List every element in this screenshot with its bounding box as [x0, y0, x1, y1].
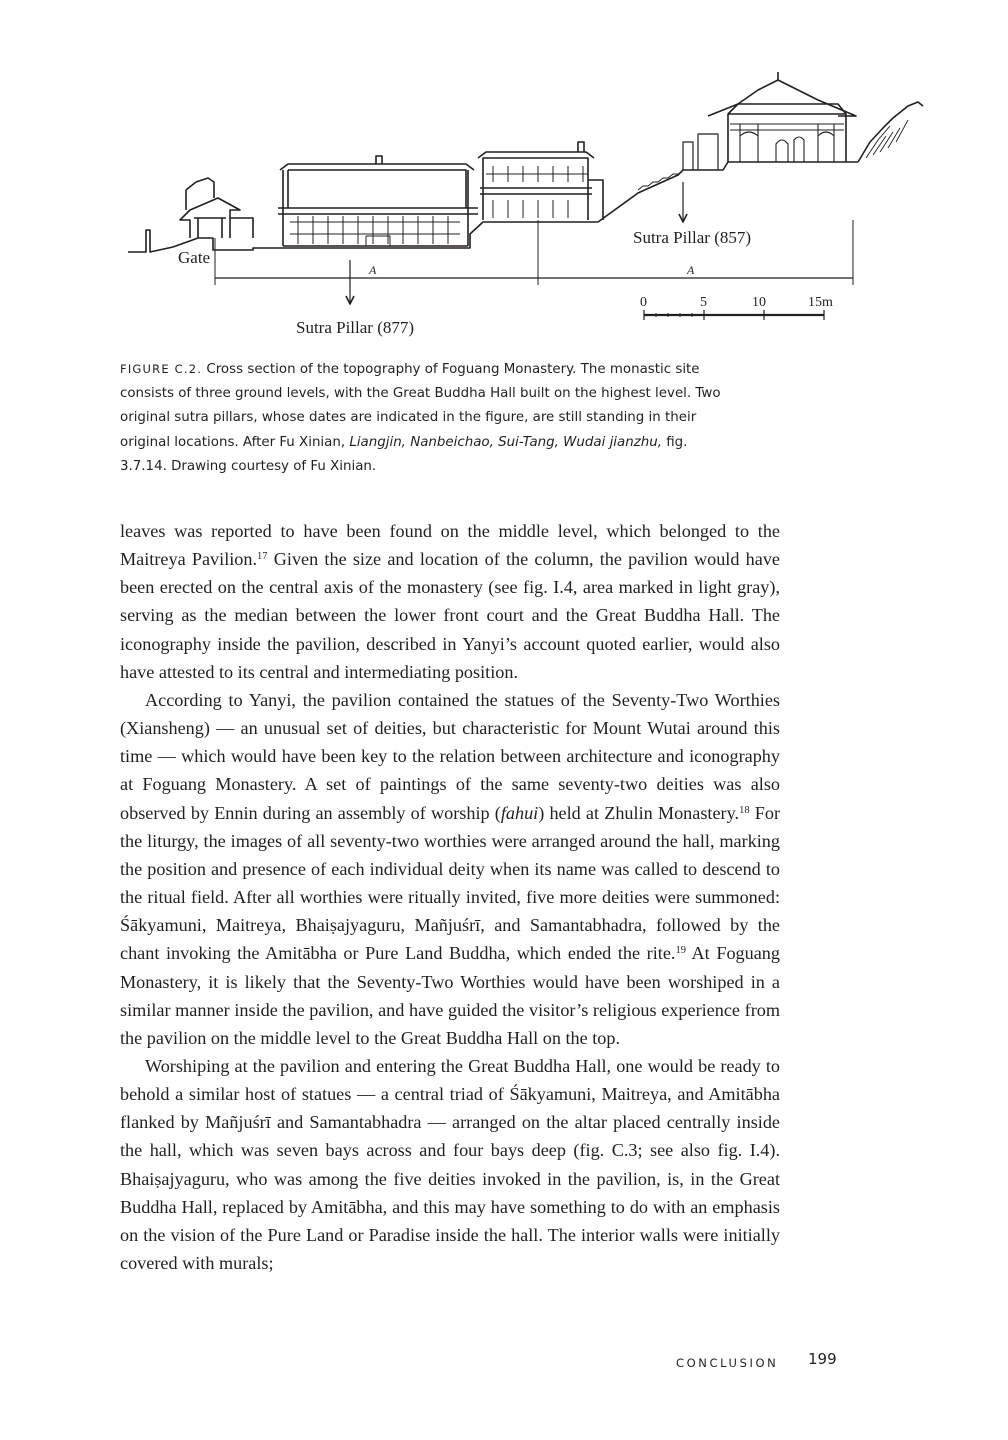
page-number: 199	[808, 1350, 837, 1368]
section-name: CONCLUSION	[676, 1356, 779, 1370]
caption-text: Cross section of the topography of Foguang Monastery. The monastic site consists of three ground levels, with the Great Buddha Hall built on the highest level. Two original sutra pillars, whose dates are indicated in the figure, are still standing in their original locations. After Fu Xinian,	[120, 362, 721, 450]
axis-a-label: A	[369, 263, 377, 277]
cross-section-drawing	[118, 70, 928, 345]
gate-label: Gate	[178, 248, 211, 267]
paragraph	[120, 686, 780, 1052]
paragraph-text: For the liturgy, the images of all seventy-two worthies were arranged around the hall, marking the position and presence of each individual deity when its name was called to descend to the ritual field. After all worthies were ritually invited, five more deities were summoned: Śākyamuni, Maitreya, Bhaiṣajyaguru, Mañjuśrī, and Samantabhadra, followed by the chant invoking the Amitābha or Pure Land Buddha, which ended the rite.	[120, 802, 781, 964]
paragraph-text: Given the size and location of the column, the pavilion would have been erected on the central axis of the monastery (see fig. I.4, area marked in light gray), serving as the median between the lower front court and the Great Buddha Hall. The iconography inside the pavilion, described in Yanyi’s account quoted earlier, would also have attested to its central and intermediating position.	[120, 549, 780, 682]
figure-caption	[120, 357, 730, 479]
sutra-pillar-857-label: Sutra Pillar (857)	[633, 228, 752, 247]
axis-a-label: A	[687, 263, 695, 277]
paragraph-text: leaves was reported to have been found on the middle level, which belonged to the Maitreya Pavilion.	[120, 521, 780, 570]
cross-section-figure	[118, 70, 928, 345]
sutra-pillar-877-label: Sutra Pillar (877)	[296, 318, 415, 337]
caption-source-title: Liangjin, Nanbeichao, Sui-Tang, Wudai jianzhu,	[349, 434, 662, 450]
paragraph: Worshiping at the pavilion and entering the Great Buddha Hall, one would be ready to behold a similar host of statues — a central triad of Śākyamuni, Maitreya, and Amitābha flanked by Mañjuśrī and Samantabhadra — arranged on the altar placed centrally inside the hall, which was seven bays across and four bays deep (fig. C.3; see also fig. I.4). Bhaiṣajyaguru, who was among the five deities invoked in the pavilion, is, in the Great Buddha Hall, replaced by Amitābha, and this may have something to do with an emphasis on the vision of the Pure Land or Paradise inside the hall. The interior walls were initially covered with murals;	[120, 1055, 780, 1274]
italic-term: fahui	[500, 802, 539, 823]
footnote-ref: 19	[675, 945, 686, 957]
paragraph-text: According to Yanyi, the pavilion contained the statues of the Seventy-Two Worthies (Xiansheng) — an unusual set of deities, but characteristic for Mount Wutai around this time — which would have been key to the relation between architecture and iconography at Foguang Monastery. A set of paintings of the same seventy-two deities was also observed by Ennin during an assembly of worship (	[120, 689, 780, 823]
caption-text-end: fig. 3.7.14. Drawing courtesy of Fu Xinian.	[120, 434, 688, 474]
paragraph-text: At Foguang Monastery, it is likely that the Seventy-Two Worthies would have been worshiped in a similar manner inside the pavilion, and have guided the visitor’s religious experience from the pavilion on the middle level to the Great Buddha Hall on the top.	[120, 943, 780, 1048]
scale-tick-label: 0	[640, 295, 647, 310]
footnote-ref: 17	[257, 551, 268, 563]
scale-tick-label: 10	[752, 295, 766, 310]
scale-tick-label: 15m	[808, 295, 833, 310]
paragraph	[120, 517, 780, 686]
running-footer	[676, 1352, 836, 1371]
footnote-ref: 18	[739, 804, 750, 816]
figure-number: FIGURE C.2.	[120, 362, 203, 376]
paragraph-text: ) held at Zhulin Monastery.	[538, 802, 740, 823]
body-text	[120, 517, 780, 1277]
scale-tick-label: 5	[700, 295, 707, 310]
